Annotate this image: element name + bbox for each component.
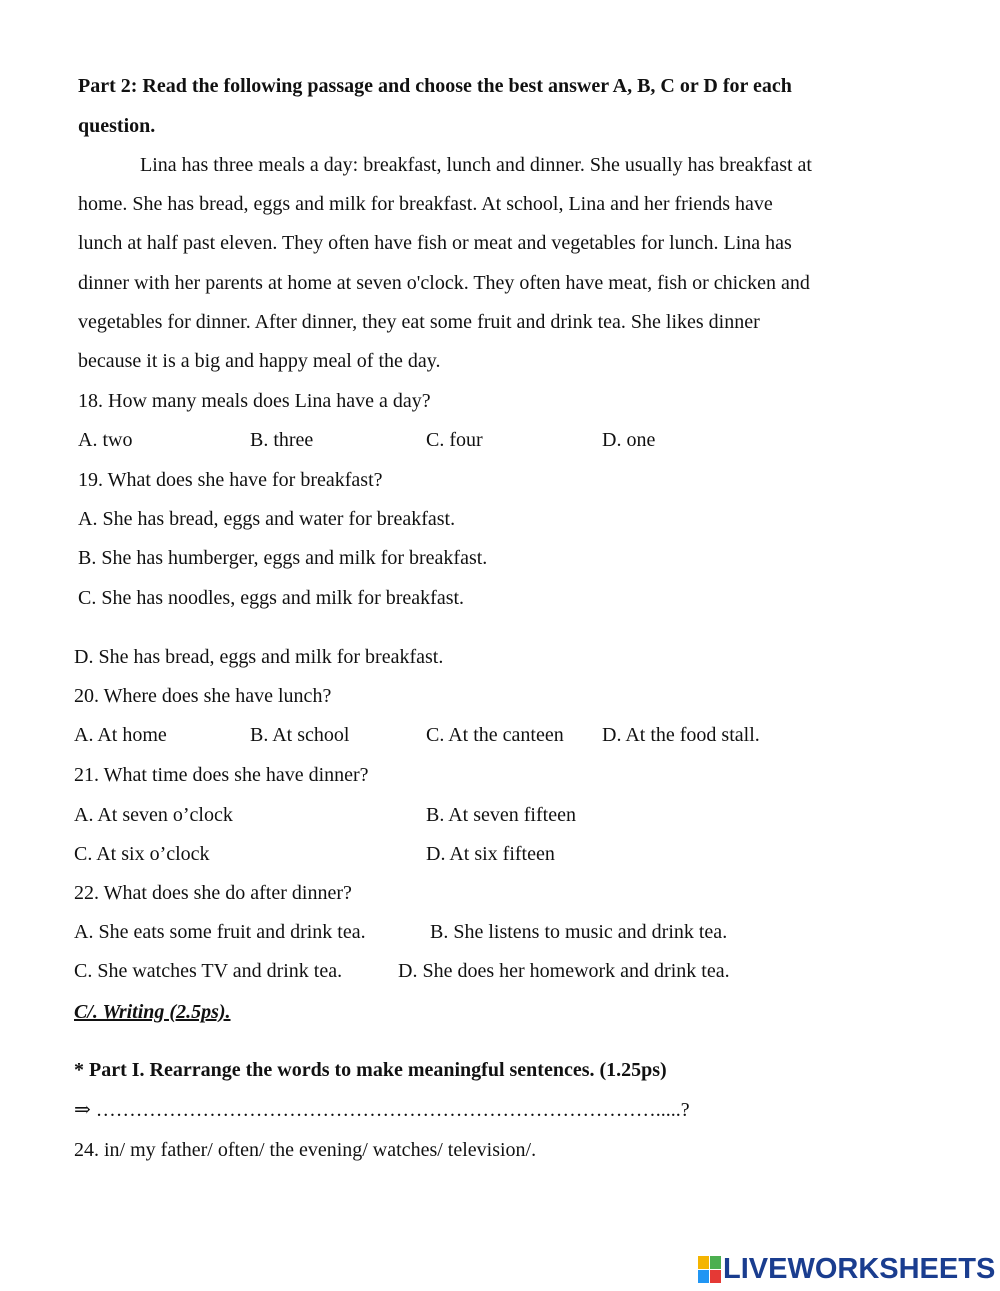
passage-line: home. She has bread, eggs and milk for breakfast. At school, Lina and her friends have: [78, 193, 773, 215]
q22-option-a[interactable]: A. She eats some fruit and drink tea.: [74, 921, 366, 943]
q22-option-c[interactable]: C. She watches TV and drink tea.: [74, 960, 343, 982]
passage-line: dinner with her parents at home at seven o'clock. They often have meat, fish or chicken and: [78, 272, 810, 294]
q19-option-d[interactable]: D. She has bread, eggs and milk for breakfast.: [74, 646, 444, 668]
q18-option-c[interactable]: C. four: [426, 429, 483, 451]
question-19: 19. What does she have for breakfast?: [78, 469, 383, 491]
part2-heading-line2: question.: [78, 115, 156, 137]
q20-option-d[interactable]: D. At the food stall.: [602, 724, 760, 746]
q19-option-c[interactable]: C. She has noodles, eggs and milk for breakfast.: [78, 587, 465, 609]
part2-heading-line1: Part 2: Read the following passage and choose the best answer A, B, C or D for each: [78, 75, 792, 97]
writing-section-title: C/. Writing (2.5ps).: [74, 1001, 231, 1023]
q20-option-b[interactable]: B. At school: [250, 724, 350, 746]
question-22: 22. What does she do after dinner?: [74, 882, 352, 904]
passage-line: vegetables for dinner. After dinner, they eat some fruit and drink tea. She likes dinner: [78, 311, 760, 333]
q20-option-a[interactable]: A. At home: [74, 724, 167, 746]
q19-option-b[interactable]: B. She has humberger, eggs and milk for breakfast.: [78, 547, 488, 569]
q21-option-c[interactable]: C. At six o’clock: [74, 843, 210, 865]
question-18: 18. How many meals does Lina have a day?: [78, 390, 431, 412]
question-21: 21. What time does she have dinner?: [74, 764, 369, 786]
q21-option-b[interactable]: B. At seven fifteen: [426, 804, 576, 826]
answer-line[interactable]: ⇒ ………………………………………………………………………….....?: [74, 1099, 690, 1121]
question-20: 20. Where does she have lunch?: [74, 685, 332, 707]
liveworksheets-logo-icon: [698, 1256, 720, 1282]
q18-option-b[interactable]: B. three: [250, 429, 314, 451]
q22-option-d[interactable]: D. She does her homework and drink tea.: [398, 960, 730, 982]
q19-option-a[interactable]: A. She has bread, eggs and water for breakfast.: [78, 508, 456, 530]
writing-part1-heading: * Part I. Rearrange the words to make meaningful sentences. (1.25ps): [74, 1059, 667, 1081]
q18-option-a[interactable]: A. two: [78, 429, 133, 451]
passage-line: lunch at half past eleven. They often have fish or meat and vegetables for lunch. Lina has: [78, 232, 792, 254]
q18-option-d[interactable]: D. one: [602, 429, 656, 451]
passage-line: because it is a big and happy meal of the day.: [78, 350, 441, 372]
q21-option-a[interactable]: A. At seven o’clock: [74, 804, 233, 826]
q21-option-d[interactable]: D. At six fifteen: [426, 843, 555, 865]
liveworksheets-logo-text: LIVEWORKSHEETS: [723, 1252, 996, 1285]
q20-option-c[interactable]: C. At the canteen: [426, 724, 564, 746]
passage-line: Lina has three meals a day: breakfast, lunch and dinner. She usually has breakfast at: [140, 154, 812, 176]
question-24: 24. in/ my father/ often/ the evening/ watches/ television/.: [74, 1139, 537, 1161]
liveworksheets-logo: [698, 1253, 995, 1285]
q22-option-b[interactable]: B. She listens to music and drink tea.: [430, 921, 728, 943]
